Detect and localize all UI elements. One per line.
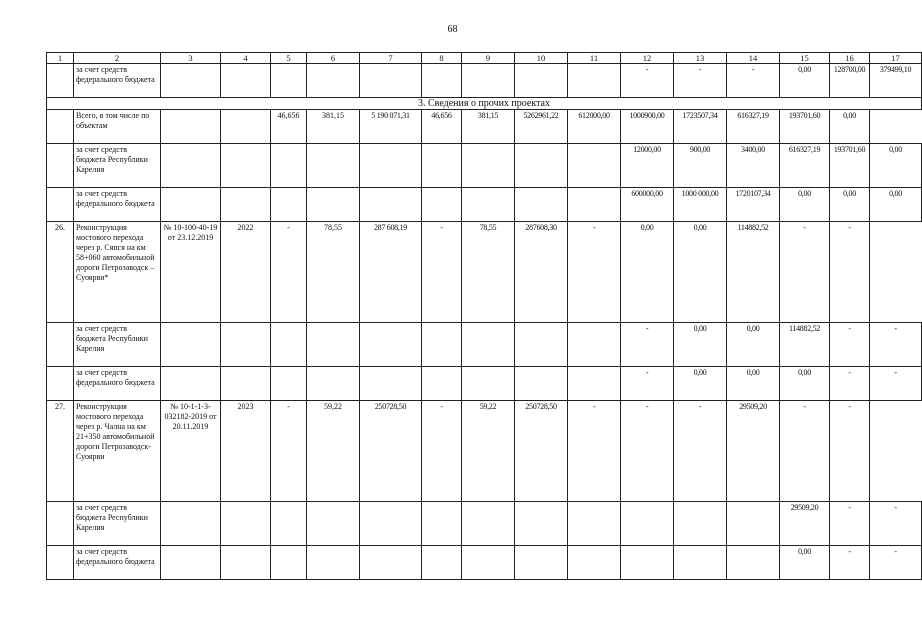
- table-cell: 0,00: [870, 144, 922, 188]
- table-cell: [161, 546, 221, 580]
- table-cell: [462, 367, 515, 401]
- column-number: 4: [221, 53, 271, 64]
- table-cell: [422, 188, 462, 222]
- column-number: 10: [515, 53, 568, 64]
- table-cell: [621, 546, 674, 580]
- table-cell: [161, 502, 221, 546]
- table-cell: [568, 144, 621, 188]
- table-row: [47, 188, 922, 222]
- table-cell: [727, 546, 780, 580]
- table-cell: 59,22: [462, 401, 515, 502]
- table-cell: Всего, в том числе по объектам: [74, 110, 161, 144]
- table-cell: -: [830, 222, 870, 323]
- table-cell: [727, 502, 780, 546]
- table-cell: [161, 144, 221, 188]
- table-cell: 0,00: [780, 546, 830, 580]
- budget-table: [46, 52, 922, 580]
- table-cell: -: [674, 401, 727, 502]
- column-number: 1: [47, 53, 74, 64]
- table-row: [47, 367, 922, 401]
- table-cell: -: [568, 401, 621, 502]
- table-cell: [422, 64, 462, 98]
- table-cell: [307, 546, 360, 580]
- table-cell: 0,00: [727, 367, 780, 401]
- table-cell: 379499,10: [870, 64, 922, 98]
- table-cell: [621, 502, 674, 546]
- table-cell: Реконструкция мостового перехода через р. Сяпся на км 58+060 автомобильной дороги Петрозаводск – Суоярви*: [74, 222, 161, 323]
- table-cell: 0,00: [674, 323, 727, 367]
- page-number: 68: [447, 24, 458, 35]
- column-number: 6: [307, 53, 360, 64]
- section-heading: 3. Сведения о прочих проектах: [47, 98, 922, 110]
- table-cell: -: [780, 401, 830, 502]
- table-cell: [568, 367, 621, 401]
- table-cell: [568, 323, 621, 367]
- table-cell: [221, 367, 271, 401]
- table-cell: [47, 546, 74, 580]
- column-number: 17: [870, 53, 922, 64]
- table-row: [47, 546, 922, 580]
- table-row: [47, 401, 922, 502]
- table-cell: -: [271, 222, 307, 323]
- table-cell: за счет средств бюджета Республики Карелия: [74, 502, 161, 546]
- table-cell: [515, 323, 568, 367]
- table-cell: 114882,52: [780, 323, 830, 367]
- table-cell: [221, 323, 271, 367]
- table-cell: -: [271, 401, 307, 502]
- column-number: 14: [727, 53, 780, 64]
- table-cell: -: [870, 546, 922, 580]
- table-cell: [47, 367, 74, 401]
- table-cell: [47, 188, 74, 222]
- table-cell: 26.: [47, 222, 74, 323]
- table-cell: -: [870, 502, 922, 546]
- table-cell: 1723507,34: [674, 110, 727, 144]
- table-cell: [161, 110, 221, 144]
- table-cell: [161, 367, 221, 401]
- table-cell: 0,00: [727, 323, 780, 367]
- table-cell: за счет средств федерального бюджета: [74, 188, 161, 222]
- table-cell: 12000,00: [621, 144, 674, 188]
- table-cell: [360, 323, 422, 367]
- table-cell: 0,00: [674, 222, 727, 323]
- table-cell: [307, 144, 360, 188]
- table-cell: 5 190 071,31: [360, 110, 422, 144]
- table-cell: [47, 323, 74, 367]
- table-cell: [462, 502, 515, 546]
- table-cell: -: [422, 222, 462, 323]
- table-cell: -: [870, 367, 922, 401]
- table-cell: [515, 144, 568, 188]
- table-cell: за счет средств бюджета Республики Карелия: [74, 144, 161, 188]
- table-cell: [462, 188, 515, 222]
- table-cell: 616327,19: [780, 144, 830, 188]
- table-cell: 128700,00: [830, 64, 870, 98]
- column-number: 3: [161, 53, 221, 64]
- table-cell: [422, 144, 462, 188]
- table-cell: [360, 367, 422, 401]
- table-cell: -: [621, 64, 674, 98]
- table-cell: [515, 188, 568, 222]
- table-cell: [271, 367, 307, 401]
- table-cell: [271, 546, 307, 580]
- table-cell: [307, 188, 360, 222]
- table-cell: 287 608,19: [360, 222, 422, 323]
- table-cell: [307, 502, 360, 546]
- column-number: 5: [271, 53, 307, 64]
- table-cell: 0,00: [674, 367, 727, 401]
- table-cell: 0,00: [830, 188, 870, 222]
- table-cell: 287608,30: [515, 222, 568, 323]
- table-cell: 1720107,34: [727, 188, 780, 222]
- table-cell: 114882,52: [727, 222, 780, 323]
- table-cell: за счет средств бюджета Республики Карелия: [74, 323, 161, 367]
- table-cell: -: [568, 222, 621, 323]
- table-cell: -: [621, 323, 674, 367]
- table-cell: 0,00: [830, 110, 870, 144]
- table-cell: [307, 323, 360, 367]
- table-cell: 5262961,22: [515, 110, 568, 144]
- table-cell: [360, 188, 422, 222]
- table-cell: [271, 502, 307, 546]
- table-row: [47, 144, 922, 188]
- table-cell: -: [870, 323, 922, 367]
- column-number: 15: [780, 53, 830, 64]
- table-cell: [515, 546, 568, 580]
- table-cell: 1000900,00: [621, 110, 674, 144]
- table-cell: [47, 502, 74, 546]
- table-cell: 27.: [47, 401, 74, 502]
- table-cell: 616327,19: [727, 110, 780, 144]
- table-cell: 0,00: [780, 367, 830, 401]
- table-row: [47, 323, 922, 367]
- table-cell: -: [621, 401, 674, 502]
- column-number: 12: [621, 53, 674, 64]
- table-cell: [422, 546, 462, 580]
- table-cell: [462, 546, 515, 580]
- table-cell: 193701,60: [830, 144, 870, 188]
- table-cell: 0,00: [621, 222, 674, 323]
- table-cell: [221, 64, 271, 98]
- column-number: 11: [568, 53, 621, 64]
- table-cell: 78,55: [462, 222, 515, 323]
- table-cell: [47, 64, 74, 98]
- table-cell: 600000,00: [621, 188, 674, 222]
- table-cell: 46,656: [422, 110, 462, 144]
- table-cell: 381,15: [307, 110, 360, 144]
- table-cell: 78,55: [307, 222, 360, 323]
- table-cell: [307, 64, 360, 98]
- table-cell: 0,00: [870, 188, 922, 222]
- table-cell: [221, 110, 271, 144]
- table-cell: [360, 502, 422, 546]
- table-cell: за счет средств федерального бюджета: [74, 546, 161, 580]
- table-cell: Реконструкция мостового перехода через р. Чална на км 21+350 автомобильной дороги Петрозаводск-Суоярви: [74, 401, 161, 502]
- table-cell: [462, 323, 515, 367]
- table-cell: за счет средств федерального бюджета: [74, 64, 161, 98]
- table-cell: [221, 144, 271, 188]
- table-cell: -: [780, 222, 830, 323]
- table-row: [47, 502, 922, 546]
- table-cell: [515, 502, 568, 546]
- table-cell: -: [621, 367, 674, 401]
- table-cell: [568, 64, 621, 98]
- column-number: 9: [462, 53, 515, 64]
- table-cell: -: [830, 401, 870, 502]
- table-row: [47, 110, 922, 144]
- table-cell: 193701,60: [780, 110, 830, 144]
- column-number: 2: [74, 53, 161, 64]
- table-cell: 46,656: [271, 110, 307, 144]
- table-cell: № 10-1-1-3-032182-2019 от 20.11.2019: [161, 401, 221, 502]
- table-cell: -: [422, 401, 462, 502]
- section-heading-row: [47, 98, 922, 110]
- table-cell: [47, 110, 74, 144]
- table-cell: [515, 367, 568, 401]
- table-cell: -: [674, 64, 727, 98]
- table-cell: № 10-100-40-19 от 23.12.2019: [161, 222, 221, 323]
- table-cell: [307, 367, 360, 401]
- table-cell: -: [830, 502, 870, 546]
- column-number-row: [47, 53, 922, 64]
- table-cell: [360, 546, 422, 580]
- table-cell: [462, 144, 515, 188]
- table-cell: -: [830, 323, 870, 367]
- table-cell: 29509,20: [780, 502, 830, 546]
- table-cell: 0,00: [780, 64, 830, 98]
- table-cell: [271, 144, 307, 188]
- table-cell: [271, 188, 307, 222]
- table-cell: [47, 144, 74, 188]
- table-cell: 250728,50: [360, 401, 422, 502]
- table-cell: [422, 367, 462, 401]
- table-cell: [674, 546, 727, 580]
- table-cell: [422, 502, 462, 546]
- table-cell: 1000 000,00: [674, 188, 727, 222]
- table-cell: 59,22: [307, 401, 360, 502]
- column-number: 16: [830, 53, 870, 64]
- table-cell: 29509,20: [727, 401, 780, 502]
- table-cell: [360, 64, 422, 98]
- table-cell: 3400,00: [727, 144, 780, 188]
- table-row: [47, 64, 922, 98]
- table-cell: 2022: [221, 222, 271, 323]
- table-cell: [161, 323, 221, 367]
- table-cell: [462, 64, 515, 98]
- table-cell: [161, 64, 221, 98]
- table-cell: 381,15: [462, 110, 515, 144]
- table-cell: [271, 64, 307, 98]
- table-cell: [568, 188, 621, 222]
- column-number: 13: [674, 53, 727, 64]
- table-cell: за счет средств федерального бюджета: [74, 367, 161, 401]
- table-cell: [568, 546, 621, 580]
- column-number: 8: [422, 53, 462, 64]
- table-cell: 900,00: [674, 144, 727, 188]
- table-cell: [515, 64, 568, 98]
- table-cell: [161, 188, 221, 222]
- table-cell: [221, 502, 271, 546]
- table-cell: -: [830, 546, 870, 580]
- table-row: [47, 222, 922, 323]
- table-cell: 612000,00: [568, 110, 621, 144]
- table-cell: 250728,50: [515, 401, 568, 502]
- table-cell: [271, 323, 307, 367]
- table-cell: [221, 546, 271, 580]
- table-cell: -: [830, 367, 870, 401]
- table-cell: [221, 188, 271, 222]
- table-cell: 0,00: [780, 188, 830, 222]
- table-cell: 2023: [221, 401, 271, 502]
- table-cell: [422, 323, 462, 367]
- column-number: 7: [360, 53, 422, 64]
- table-cell: [674, 502, 727, 546]
- table-cell: [568, 502, 621, 546]
- table-cell: -: [727, 64, 780, 98]
- table-cell: [360, 144, 422, 188]
